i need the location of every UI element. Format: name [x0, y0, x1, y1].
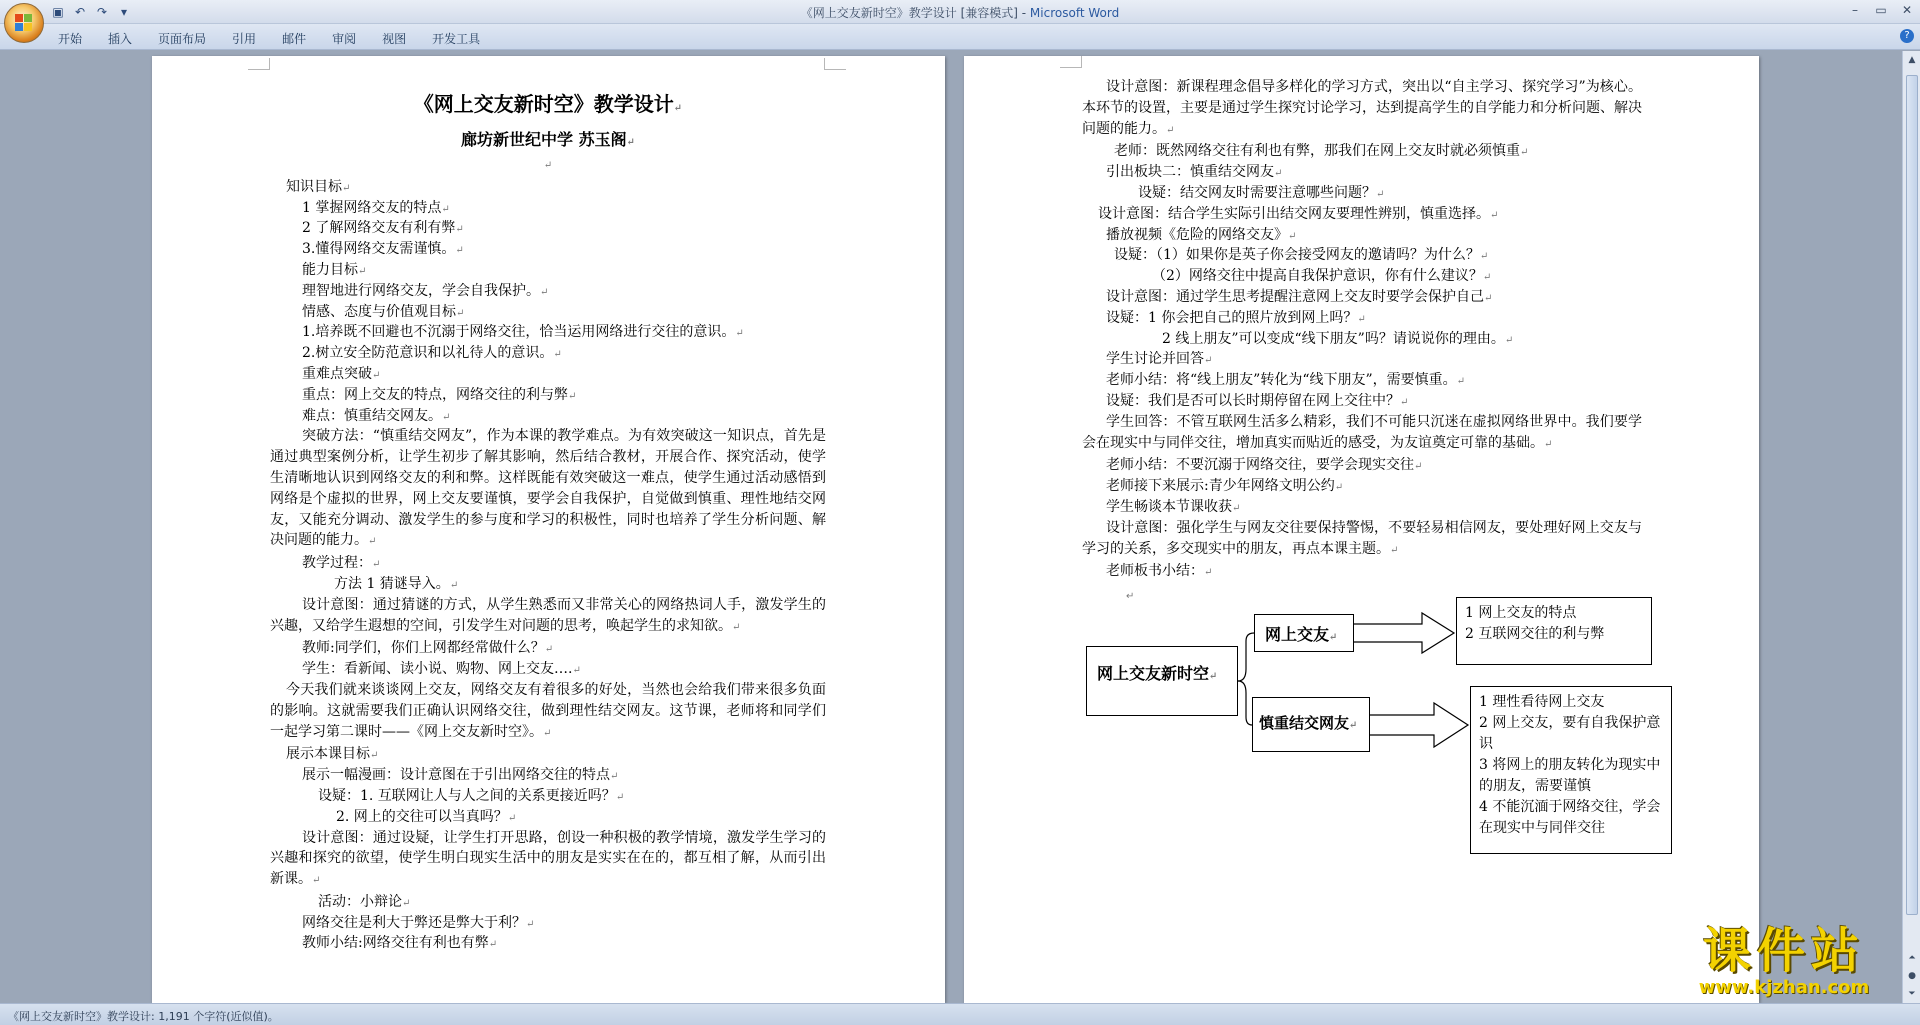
customize-qat-icon[interactable]: ▾: [120, 5, 128, 19]
paragraph-text: 设计意图：强化学生与网友交往要保持警惕，不要轻易相信网友，要处理好网上交友与学习的关系，多交现实中的朋友，再点本课主题。: [1082, 519, 1642, 557]
text-line: 2.树立安全防范意识和以礼待人的意识。↵: [302, 345, 562, 362]
text-line: 活动：小辩论↵: [318, 893, 411, 910]
diagram-point: 2 网上交友，要有自我保护意识: [1479, 715, 1661, 752]
tab-5[interactable]: 审阅: [332, 32, 357, 46]
board-summary-diagram: [1082, 591, 1682, 891]
text-line: 方法 1 猜谜导入。↵: [334, 575, 459, 592]
line-text: 教师:同学们，你们上网都经常做什么？: [302, 640, 545, 657]
line-text: 老师小结：将“线上朋友”转化为“线下朋友”，需要慎重。: [1106, 372, 1457, 389]
tab-2[interactable]: 页面布局: [158, 32, 207, 46]
window-controls: [1842, 0, 1920, 20]
line-text: 学生畅谈本节课收获: [1106, 498, 1232, 515]
redo-icon[interactable]: ↷: [96, 5, 108, 19]
text-line: 情感、态度与价值观目标↵: [302, 303, 465, 320]
page-1[interactable]: [152, 56, 945, 1003]
paragraph: 设计意图：通过猜谜的方式，从学生熟悉而又非常关心的网络热词人手，激发学生的兴趣，又给学生遐想的空间，引发学生对问题的思考，唤起学生的求知欲。↵: [270, 596, 826, 634]
restore-button[interactable]: ▭: [1875, 3, 1887, 17]
tab-3[interactable]: 引用: [232, 32, 257, 46]
line-text: 设疑：我们是否可以长时期停留在网上交往中？: [1106, 392, 1400, 409]
text-line: 能力目标↵: [302, 261, 367, 278]
text-line: 设计意图：结合学生实际引出结交网友要理性辨别，慎重选择。↵: [1098, 205, 1499, 222]
scroll-up-icon[interactable]: ▲: [1908, 55, 1916, 65]
text-line: 设疑：我们是否可以长时期停留在网上交往中？↵: [1106, 392, 1409, 409]
text-line: 播放视频《危险的网络交友》↵: [1106, 226, 1297, 243]
line-text: 情感、态度与价值观目标: [302, 303, 456, 320]
text-line: 设疑：1 你会把自己的照片放到网上吗？↵: [1106, 309, 1366, 326]
main-topic-text: 网上交友新时空: [1097, 664, 1210, 683]
line-text: 引出板块二：慎重结交网友: [1106, 164, 1274, 181]
line-text: 设计意图：结合学生实际引出结交网友要理性辨别，慎重选择。: [1098, 205, 1490, 222]
help-icon[interactable]: ?: [1900, 29, 1914, 43]
paragraph: 设计意图：强化学生与网友交往要保持警惕，不要轻易相信网友，要处理好网上交友与学习的关系，多交现实中的朋友，再点本课主题。↵: [1082, 519, 1642, 557]
paragraph-text: 今天我们就来谈谈网上交友，网络交友有着很多的好处，当然也会给我们带来很多负面的影响。这就需要我们正确认识网络交往，做到理性结交网友。这节课，老师将和同学们一起学习第二课时——《网上交友新时空》。: [270, 681, 826, 740]
line-text: 设疑：1 你会把自己的照片放到网上吗？: [1106, 309, 1358, 326]
line-text: 1 掌握网络交友的特点: [302, 199, 442, 216]
office-logo-icon: [15, 14, 33, 32]
tab-7[interactable]: 开发工具: [432, 32, 481, 46]
minimize-button[interactable]: –: [1852, 3, 1858, 17]
text-line: 设疑：（1）如果你是英子你会接受网友的邀请吗？为什么？↵: [1114, 247, 1489, 264]
page-1-content: [270, 84, 826, 954]
paragraph: 设计意图：通过设疑，让学生打开思路，创设一种积极的教学情境，激发学生学习的兴趣和探究的欲望，使学生明白现实生活中的朋友是实实在在的，都互相了解，从而引出新课。↵: [270, 829, 826, 888]
text-line: 老师接下来展示:青少年网络文明公约↵: [1106, 478, 1344, 495]
title-bar: [0, 0, 1920, 24]
line-text: 重难点突破: [302, 365, 372, 382]
line-text: （2）网络交往中提高自我保护意识，你有什么建议？: [1152, 268, 1483, 285]
line-text: 设疑：1. 互联网让人与人之间的关系更接近吗？: [318, 787, 616, 804]
margin-corner: [824, 58, 846, 70]
text-line: 1 掌握网络交友的特点↵: [302, 199, 450, 216]
margin-corner: [248, 58, 270, 70]
watermark-url: www.kjzhan.com: [1698, 977, 1870, 998]
tab-1[interactable]: 插入: [108, 32, 133, 46]
line-text: 2.树立安全防范意识和以礼待人的意识。: [302, 345, 554, 362]
objectives-list: [270, 177, 826, 427]
page-2[interactable]: [964, 56, 1759, 1003]
line-text: 老师接下来展示:青少年网络文明公约: [1106, 478, 1335, 495]
board-label-text: 老师板书小结：: [1106, 563, 1204, 580]
arrow-shape: [1370, 703, 1468, 747]
branch-box-1: 网上交友↵: [1254, 614, 1354, 652]
status-bar: [0, 1003, 1920, 1025]
office-button[interactable]: [4, 3, 44, 43]
next-page-icon[interactable]: ⏷: [1908, 989, 1916, 999]
paragraph-mark: ↵: [1126, 591, 1135, 602]
text-line: 展示一幅漫画：设计意图在于引出网络交往的特点↵: [302, 767, 619, 784]
line-text: 老师：既然网络交往有利也有弊，那我们在网上交友时就必须慎重: [1114, 143, 1520, 160]
empty-paragraph: ↵: [543, 160, 553, 171]
text-line: 2 线上朋友”可以变成“线下朋友”吗？请说说你的理由。↵: [1162, 330, 1514, 347]
diagram-point: 4 不能沉湎于网络交往，学会在现实中与同伴交往: [1479, 799, 1661, 836]
tab-6[interactable]: 视图: [382, 32, 407, 46]
save-icon[interactable]: ▣: [52, 5, 64, 19]
diagram-point: 1 网上交友的特点: [1465, 605, 1577, 621]
connector-line: [1238, 633, 1254, 681]
goal-lines: [270, 744, 826, 827]
paragraph-text: 设计意图：通过设疑，让学生打开思路，创设一种积极的教学情境，激发学生学习的兴趣和探究的欲望，使学生明白现实生活中的朋友是实实在在的，都互相了解，从而引出新课。: [270, 829, 826, 888]
window-title: [0, 4, 1920, 21]
text-line: 1.培养既不回避也不沉溺于网络交往，恰当运用网络进行交往的意识。↵: [302, 324, 744, 341]
text-line: 展示本课目标↵: [286, 746, 379, 763]
margin-corner: [1060, 56, 1082, 68]
line-text: 学生讨论并回答: [1106, 351, 1204, 368]
line-text: 方法 1 猜谜导入。: [334, 575, 450, 592]
discussion-lines: [1082, 141, 1642, 411]
arrow-shape: [1354, 613, 1454, 653]
paragraph: 学生回答：不管互联网生活多么精彩，我们不可能只沉迷在虚拟网络世界中。我们要学会在现实中与同伴交往，增加真实而贴近的感受，为友谊奠定可靠的基础。↵: [1082, 413, 1642, 451]
vertical-scrollbar[interactable]: [1902, 51, 1920, 1003]
text-line: 网络交往是利大于弊还是弊大于利？↵: [302, 914, 535, 931]
line-text: 难点：慎重结交网友。: [302, 407, 442, 424]
line-text: 学生：看新闻、读小说、购物、网上交友….: [302, 661, 573, 678]
summary-lines: [1082, 455, 1642, 517]
line-text: 展示一幅漫画：设计意图在于引出网络交往的特点: [302, 767, 610, 784]
line-text: 网络交往是利大于弊还是弊大于利？: [302, 914, 526, 931]
line-text: 重点：网上交友的特点，网络交往的利与弊: [302, 386, 568, 403]
branch-1-text: 网上交友: [1265, 625, 1330, 644]
branch-box-2: 慎重结交网友↵: [1252, 697, 1370, 752]
text-line: 老师小结：不要沉溺于网络交往，要学会现实交往↵: [1106, 457, 1423, 474]
line-text: 1.培养既不回避也不沉溺于网络交往，恰当运用网络进行交往的意识。: [302, 324, 736, 341]
tab-4[interactable]: 邮件: [282, 32, 307, 46]
text-line: 学生讨论并回答↵: [1106, 351, 1213, 368]
line-text: 知识目标: [286, 178, 342, 195]
text-line: （2）网络交往中提高自我保护意识，你有什么建议？↵: [1152, 268, 1492, 285]
line-text: 教学过程：: [302, 555, 372, 572]
text-line: 引出板块二：慎重结交网友↵: [1106, 164, 1283, 181]
branch-2-text: 慎重结交网友: [1259, 714, 1350, 732]
text-line: 老师小结：将“线上朋友”转化为“线下朋友”，需要慎重。↵: [1106, 372, 1466, 389]
connector-line: [1238, 681, 1252, 725]
document-heading-text: 《网上交友新时空》教学设计: [413, 92, 674, 116]
undo-icon[interactable]: ↶: [74, 5, 86, 19]
paragraph-text: 设计意图：通过猜谜的方式，从学生熟悉而又非常关心的网络热词人手，激发学生的兴趣，又给学生遐想的空间，引发学生对问题的思考，唤起学生的求知欲。: [270, 596, 826, 634]
watermark-title: 课件站: [1702, 923, 1865, 979]
author-line: 廊坊新世纪中学 苏玉阁↵: [461, 130, 635, 149]
text-line: 知识目标↵: [286, 178, 351, 195]
scrollbar-thumb[interactable]: [1906, 75, 1918, 915]
text-line: 设疑：结交网友时需要注意哪些问题？↵: [1138, 184, 1385, 201]
branch-2-points: [1470, 686, 1672, 854]
paragraph: 突破方法：“慎重结交网友”，作为本课的教学难点。为有效突破这一知识点，首先是通过典型案例分析，让学生初步了解其影响，然后结合教材，开展合作、探究活动，使学生清晰地认识到网络交友的利和弊。这样既能有效突破这一难点，使学生通过活动感悟到网络是个虚拟的世界，网上交友要谨慎，要学会自我保护，自觉做到慎重、理性地结交网友，又能充分调动、激发学生的参与度和学习的积极性，同时也培养了学生分析问题、解决问题的能力。↵: [270, 428, 826, 549]
document-heading: 《网上交友新时空》教学设计↵: [413, 92, 683, 116]
line-text: 展示本课目标: [286, 746, 370, 763]
author-line-text: 廊坊新世纪中学 苏玉阁: [461, 130, 627, 149]
text-line: 教学过程：↵: [302, 555, 381, 572]
app-name: Microsoft Word: [1029, 6, 1120, 20]
text-line: 重难点突破↵: [302, 365, 381, 382]
line-text: 2 了解网络交友有利有弊: [302, 220, 456, 237]
page-2-content: [1082, 77, 1642, 582]
text-line: 学生畅谈本节课收获↵: [1106, 498, 1241, 515]
line-text: 教师小结:网络交往有利也有弊: [302, 935, 489, 952]
text-line: 2. 网上的交往可以当真吗？↵: [336, 808, 517, 825]
text-line: 2 了解网络交友有利有弊↵: [302, 220, 464, 237]
paragraph: 设计意图：新课程理念倡导多样化的学习方式，突出以“自主学习、探究学习”为核心。本环节的设置，主要是通过学生探究讨论学习，达到提高学生的自学能力和分析问题、解决问题的能力。↵: [1082, 79, 1642, 137]
paragraph: 今天我们就来谈谈网上交友，网络交友有着很多的好处，当然也会给我们带来很多负面的影响。这就需要我们正确认识网络交往，做到理性结交网友。这节课，老师将和同学们一起学习第二课时——《网上交友新时空》。↵: [270, 681, 826, 740]
board-label: 老师板书小结：↵: [1106, 563, 1213, 580]
paragraph-text: 设计意图：新课程理念倡导多样化的学习方式，突出以“自主学习、探究学习”为核心。本环节的设置，主要是通过学生探究讨论学习，达到提高学生的自学能力和分析问题、解决问题的能力。: [1082, 79, 1642, 137]
line-text: 播放视频《危险的网络交友》: [1106, 226, 1288, 243]
line-text: 设疑：结交网友时需要注意哪些问题？: [1138, 184, 1376, 201]
main-topic-box: 网上交友新时空↵: [1086, 646, 1238, 716]
select-browse-object-icon[interactable]: ●: [1908, 971, 1916, 981]
site-watermark: [1668, 925, 1900, 1000]
debate-lines: [270, 892, 826, 954]
document-title-text: 《网上交友新时空》教学设计 [兼容模式] -: [800, 6, 1030, 20]
line-text: 2. 网上的交往可以当真吗？: [336, 808, 508, 825]
line-text: 理智地进行网络交友，学会自我保护。: [302, 282, 540, 299]
text-line: 设计意图：通过学生思考提醒注意网上交友时要学会保护自己↵: [1106, 288, 1493, 305]
dialogue-lines: [270, 638, 826, 680]
line-text: 设计意图：通过学生思考提醒注意网上交友时要学会保护自己: [1106, 288, 1484, 305]
diagram-point: 2 互联网交往的利与弊: [1465, 626, 1605, 642]
paragraph-text: 学生回答：不管互联网生活多么精彩，我们不可能只沉迷在虚拟网络世界中。我们要学会在现实中与同伴交往，增加真实而贴近的感受，为友谊奠定可靠的基础。: [1082, 413, 1642, 451]
close-button[interactable]: ✕: [1901, 3, 1913, 17]
line-text: 2 线上朋友”可以变成“线下朋友”吗？请说说你的理由。: [1162, 330, 1505, 347]
ribbon-tabs: [58, 30, 506, 47]
teaching-process-lines: [270, 553, 826, 595]
branch-1-points: [1456, 597, 1652, 665]
text-line: 设疑：1. 互联网让人与人之间的关系更接近吗？↵: [318, 787, 625, 804]
text-line: 难点：慎重结交网友。↵: [302, 407, 451, 424]
word-count-status[interactable]: 《网上交友新时空》教学设计: 1,191 个字符(近似值)。: [8, 1010, 279, 1023]
previous-page-icon[interactable]: ⏶: [1908, 953, 1916, 963]
text-line: 教师小结:网络交往有利也有弊↵: [302, 935, 498, 952]
text-line: 学生：看新闻、读小说、购物、网上交友….↵: [302, 661, 581, 678]
line-text: 老师小结：不要沉溺于网络交往，要学会现实交往: [1106, 457, 1414, 474]
line-text: 能力目标: [302, 261, 358, 278]
diagram-point: 3 将网上的朋友转化为现实中的朋友，需要谨慎: [1479, 757, 1661, 794]
text-line: 重点：网上交友的特点，网络交往的利与弊↵: [302, 386, 577, 403]
line-text: 活动：小辩论: [318, 893, 402, 910]
line-text: 设疑：（1）如果你是英子你会接受网友的邀请吗？为什么？: [1114, 247, 1480, 264]
text-line: 3.懂得网络交友需谨慎。↵: [302, 241, 464, 258]
tab-0[interactable]: 开始: [58, 32, 83, 46]
line-text: 3.懂得网络交友需谨慎。: [302, 241, 456, 258]
text-line: 理智地进行网络交友，学会自我保护。↵: [302, 282, 549, 299]
document-area: [0, 51, 1902, 1003]
ribbon: [0, 24, 1920, 50]
paragraph-text: 突破方法：“慎重结交网友”，作为本课的教学难点。为有效突破这一知识点，首先是通过典型案例分析，让学生初步了解其影响，然后结合教材，开展合作、探究活动，使学生清晰地认识到网络交友的利和弊。这样既能有效突破这一难点，使学生通过活动感悟到网络是个虚拟的世界，网上交友要谨慎，要学会自我保护，自觉做到慎重、理性地结交网友，又能充分调动、激发学生的参与度和学习的积极性，同时也培养了学生分析问题、解决问题的能力。: [270, 428, 826, 549]
diagram-point: 1 理性看待网上交友: [1479, 694, 1605, 710]
text-line: 老师：既然网络交往有利也有弊，那我们在网上交友时就必须慎重↵: [1114, 143, 1529, 160]
text-line: 教师:同学们，你们上网都经常做什么？↵: [302, 640, 554, 657]
